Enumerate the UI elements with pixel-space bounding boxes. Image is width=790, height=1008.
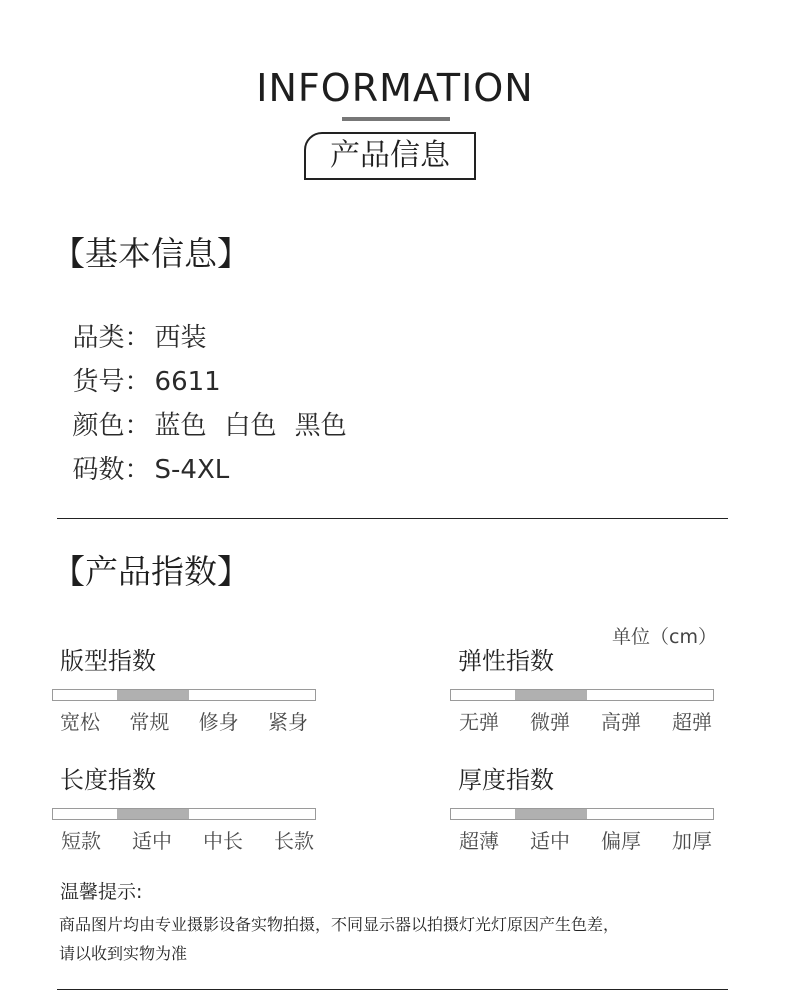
meter-options: [450, 828, 714, 854]
meter-option: 偏厚: [601, 829, 641, 853]
category-label: 品类：: [72, 323, 151, 353]
meter-option: 中长: [203, 829, 243, 853]
sizes-label: 码数：: [72, 455, 151, 485]
color-value: 蓝色: [154, 411, 207, 441]
thickness-index-meter: [450, 765, 714, 854]
meter-option: 高弹: [601, 710, 641, 734]
meter-option: 无弹: [459, 710, 499, 734]
tips-text: 请以收到实物为准: [59, 944, 188, 963]
meter-bar: [52, 808, 316, 820]
meter-bar: [450, 808, 714, 820]
meter-option: 适中: [132, 829, 172, 853]
subtitle-badge: 产品信息: [304, 132, 476, 180]
title-underline: [342, 117, 450, 121]
meter-option: 微弹: [530, 710, 570, 734]
fit-index-meter: [52, 646, 316, 735]
meter-title: 厚度指数: [458, 766, 554, 794]
meter-title: 弹性指数: [458, 647, 554, 675]
meter-title: 长度指数: [60, 766, 156, 794]
meter-option: 超薄: [459, 829, 499, 853]
unit-label: 单位（cm）: [612, 626, 717, 648]
meter-option: 加厚: [672, 829, 712, 853]
meter-fill: [117, 690, 189, 700]
colors-label: 颜色：: [72, 411, 151, 441]
meter-fill: [515, 690, 587, 700]
meter-option: 长款: [274, 829, 314, 853]
section-divider: [57, 518, 728, 519]
meter-options: [52, 828, 316, 854]
meter-options: [450, 709, 714, 735]
meter-options: [52, 709, 316, 735]
meter-option: 常规: [129, 710, 170, 734]
meter-fill: [515, 809, 587, 819]
color-value: 黑色: [294, 411, 347, 441]
color-value: 白色: [224, 411, 277, 441]
meter-option: 超弹: [672, 710, 712, 734]
product-index-heading: 【产品指数】: [52, 552, 250, 591]
meter-bar: [450, 689, 714, 701]
meter-fill: [117, 809, 189, 819]
elasticity-index-meter: [450, 646, 714, 735]
length-index-meter: [52, 765, 316, 854]
page-title: INFORMATION: [256, 66, 534, 110]
meter-bar: [52, 689, 316, 701]
meter-option: 修身: [198, 710, 239, 734]
basic-info-heading: 【基本信息】: [52, 234, 250, 273]
category-value: 西装: [154, 323, 207, 353]
item-number-value: 6611: [154, 367, 221, 397]
sizes-row: [56, 422, 229, 486]
sizes-value: S-4XL: [154, 455, 230, 485]
bottom-divider: [57, 989, 728, 990]
meter-option: 紧身: [267, 710, 308, 734]
meter-option: 宽松: [60, 710, 100, 734]
meter-option: 适中: [530, 829, 570, 853]
tips-text: 商品图片均由专业摄影设备实物拍摄，不同显示器以拍摄灯光灯原因产生色差，: [59, 915, 620, 934]
tips-title: 温馨提示:: [60, 881, 143, 903]
item-number-label: 货号：: [72, 367, 151, 397]
meter-title: 版型指数: [60, 647, 156, 675]
meter-option: 短款: [61, 829, 101, 853]
